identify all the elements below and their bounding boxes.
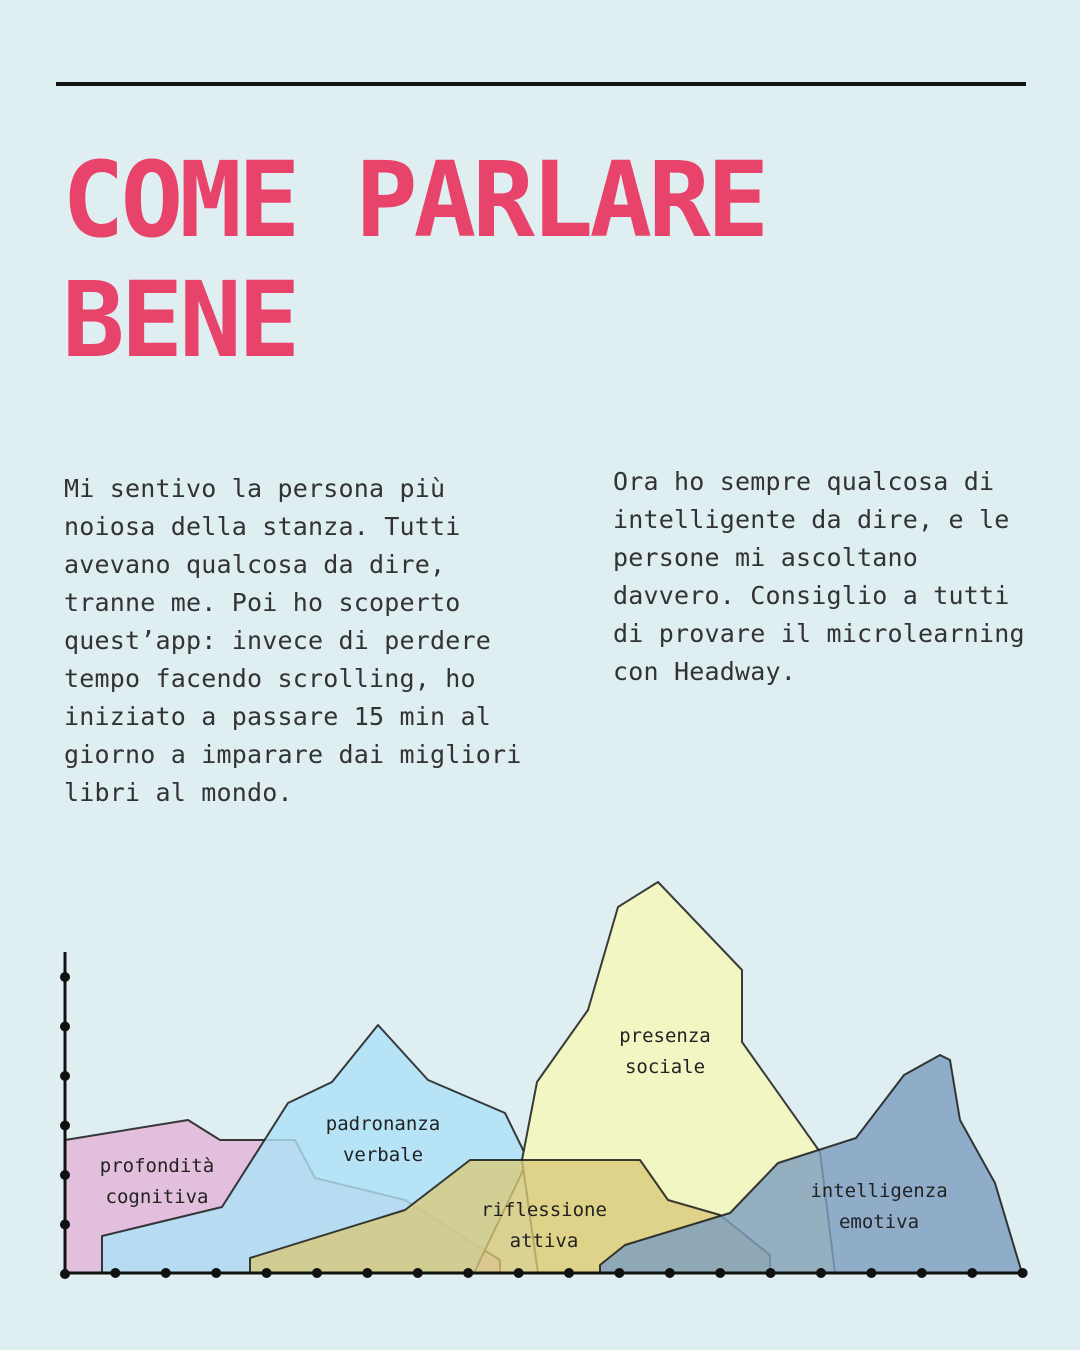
y-axis-dot — [60, 1170, 70, 1180]
y-axis-dot — [60, 1121, 70, 1131]
y-axis-dot — [60, 1071, 70, 1081]
x-axis-dot — [110, 1268, 120, 1278]
y-axis-dot — [60, 972, 70, 982]
area-label-presenza: presenza sociale — [619, 1025, 711, 1078]
x-axis-dot — [665, 1268, 675, 1278]
x-axis-dot — [413, 1268, 423, 1278]
area-label-intelligenza: intelligenza emotiva — [810, 1180, 948, 1233]
page-title — [62, 140, 765, 380]
x-axis-dot — [262, 1268, 272, 1278]
x-axis-dot — [1018, 1268, 1028, 1278]
x-axis-dot — [312, 1268, 322, 1278]
testimonial-right-column: Ora ho sempre qualcosa di intelligente da dire, e le persone mi ascoltano davvero. Consiglio a tutti di provare il microlearning con Headway. — [613, 467, 1025, 686]
area-label-riflessione: riflessione attiva — [481, 1199, 607, 1252]
x-axis-dot — [816, 1268, 826, 1278]
y-axis-dot — [60, 1220, 70, 1230]
x-axis-dot — [866, 1268, 876, 1278]
x-axis-dot — [362, 1268, 372, 1278]
skills-mountain-graphic — [0, 860, 1080, 1300]
x-axis-dot — [211, 1268, 221, 1278]
x-axis-dot — [715, 1268, 725, 1278]
y-axis-dot — [60, 1269, 70, 1279]
x-axis-dot — [161, 1268, 171, 1278]
x-axis-dot — [766, 1268, 776, 1278]
testimonial-left-column: Mi sentivo la persona più noiosa della stanza. Tutti avevano qualcosa da dire, tranne me. Poi ho scoperto quest’app: invece di perdere tempo facendo scrolling, ho iniziato a passare 15 min al giorno a imparare dai migliori libri al mondo. — [64, 474, 522, 807]
x-axis-dot — [917, 1268, 927, 1278]
title-line-1: COME PARLARE — [62, 139, 766, 261]
y-axis-dot — [60, 1022, 70, 1032]
x-axis-dot — [514, 1268, 524, 1278]
x-axis-dot — [564, 1268, 574, 1278]
top-divider — [56, 82, 1026, 86]
x-axis-dot — [614, 1268, 624, 1278]
area-label-profondita: profondità cognitiva — [99, 1155, 215, 1208]
area-label-padronanza: padronanza verbale — [325, 1113, 441, 1166]
title-line-2: BENE — [62, 259, 297, 381]
x-axis-dot — [967, 1268, 977, 1278]
x-axis-dot — [463, 1268, 473, 1278]
